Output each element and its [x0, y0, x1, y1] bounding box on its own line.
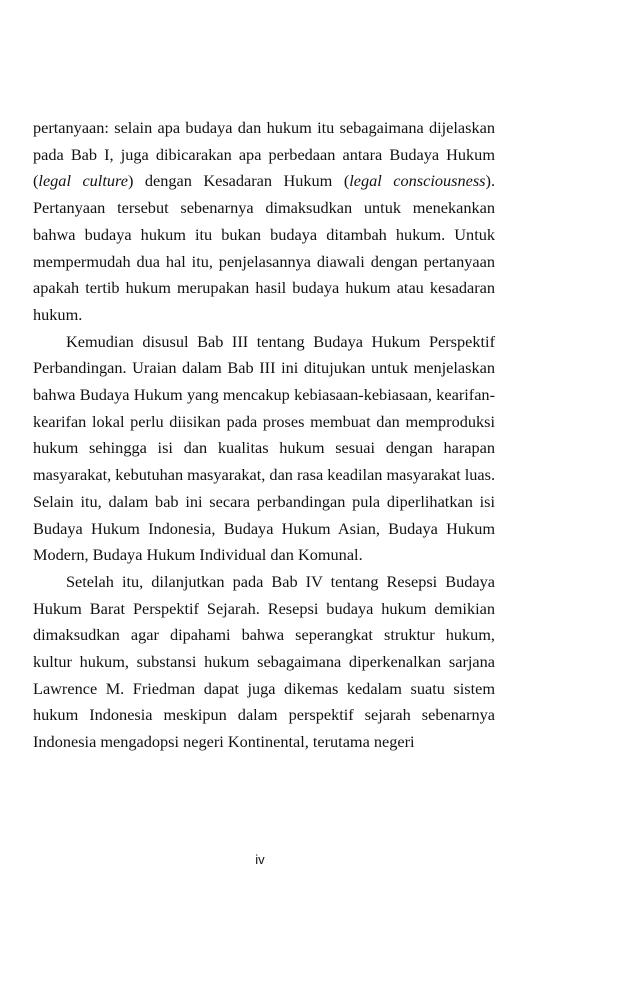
paragraph-1 [33, 115, 495, 329]
paragraph-1-segment-1: pertanyaan: selain apa budaya dan hukum itu sebagaimana dijelaskan pada Bab I, juga dibicarakan apa perbedaan antara Budaya Hukum ( [33, 118, 495, 191]
paragraph-1-segment-2-italic: legal culture [38, 171, 128, 191]
body-text [33, 115, 495, 756]
page-number: iv [255, 852, 265, 867]
paragraph-3-segment-1: Setelah itu, dilanjutkan pada Bab IV tentang Resepsi Budaya Hukum Barat Perspektif Sejarah. Resepsi budaya hukum demikian dimaksudkan agar dipahami bahwa seperangkat struktur hukum, kultur hukum, substansi hukum sebagaimana diperkenalkan sarjana Lawrence M. Friedman dapat juga dikemas kedalam suatu sistem hukum Indonesia meskipun dalam perspektif sejarah sebenarnya Indonesia mengadopsi negeri Kontinental, terutama negeri [33, 571, 495, 752]
paragraph-1-segment-3: ) dengan Kesadaran Hukum ( [127, 171, 350, 191]
paragraph-1-segment-5: ). Pertanyaan tersebut sebenarnya dimaksudkan untuk menekankan bahwa budaya hukum itu bukan budaya ditambah hukum. Untuk mempermudah dua hal itu, penjelasannya diawali dengan pertanyaan apakah tertib hukum merupakan hasil budaya hukum atau kesadaran hukum. [33, 171, 496, 324]
paragraph-2 [33, 329, 495, 569]
paragraph-2-segment-1: Kemudian disusul Bab III tentang Budaya Hukum Perspektif Perbandingan. Uraian dalam Bab III ini ditujukan untuk menjelaskan bahwa Budaya Hukum yang mencakup kebiasaan-kebiasaan, kearifan-kearifan lokal perlu diisikan pada proses membuat dan memproduksi hukum sehingga isi dan kualitas hukum sesuai dengan harapan masyarakat, kebutuhan masyarakat, dan rasa keadilan masyarakat luas. Selain itu, dalam bab ini secara perbandingan pula diperlihatkan isi Budaya Hukum Indonesia, Budaya Hukum Asian, Budaya Hukum Modern, Budaya Hukum Individual dan Komunal. [33, 331, 496, 565]
paragraph-3 [33, 569, 495, 756]
paragraph-1-segment-4-italic: legal consciousness [349, 171, 486, 191]
